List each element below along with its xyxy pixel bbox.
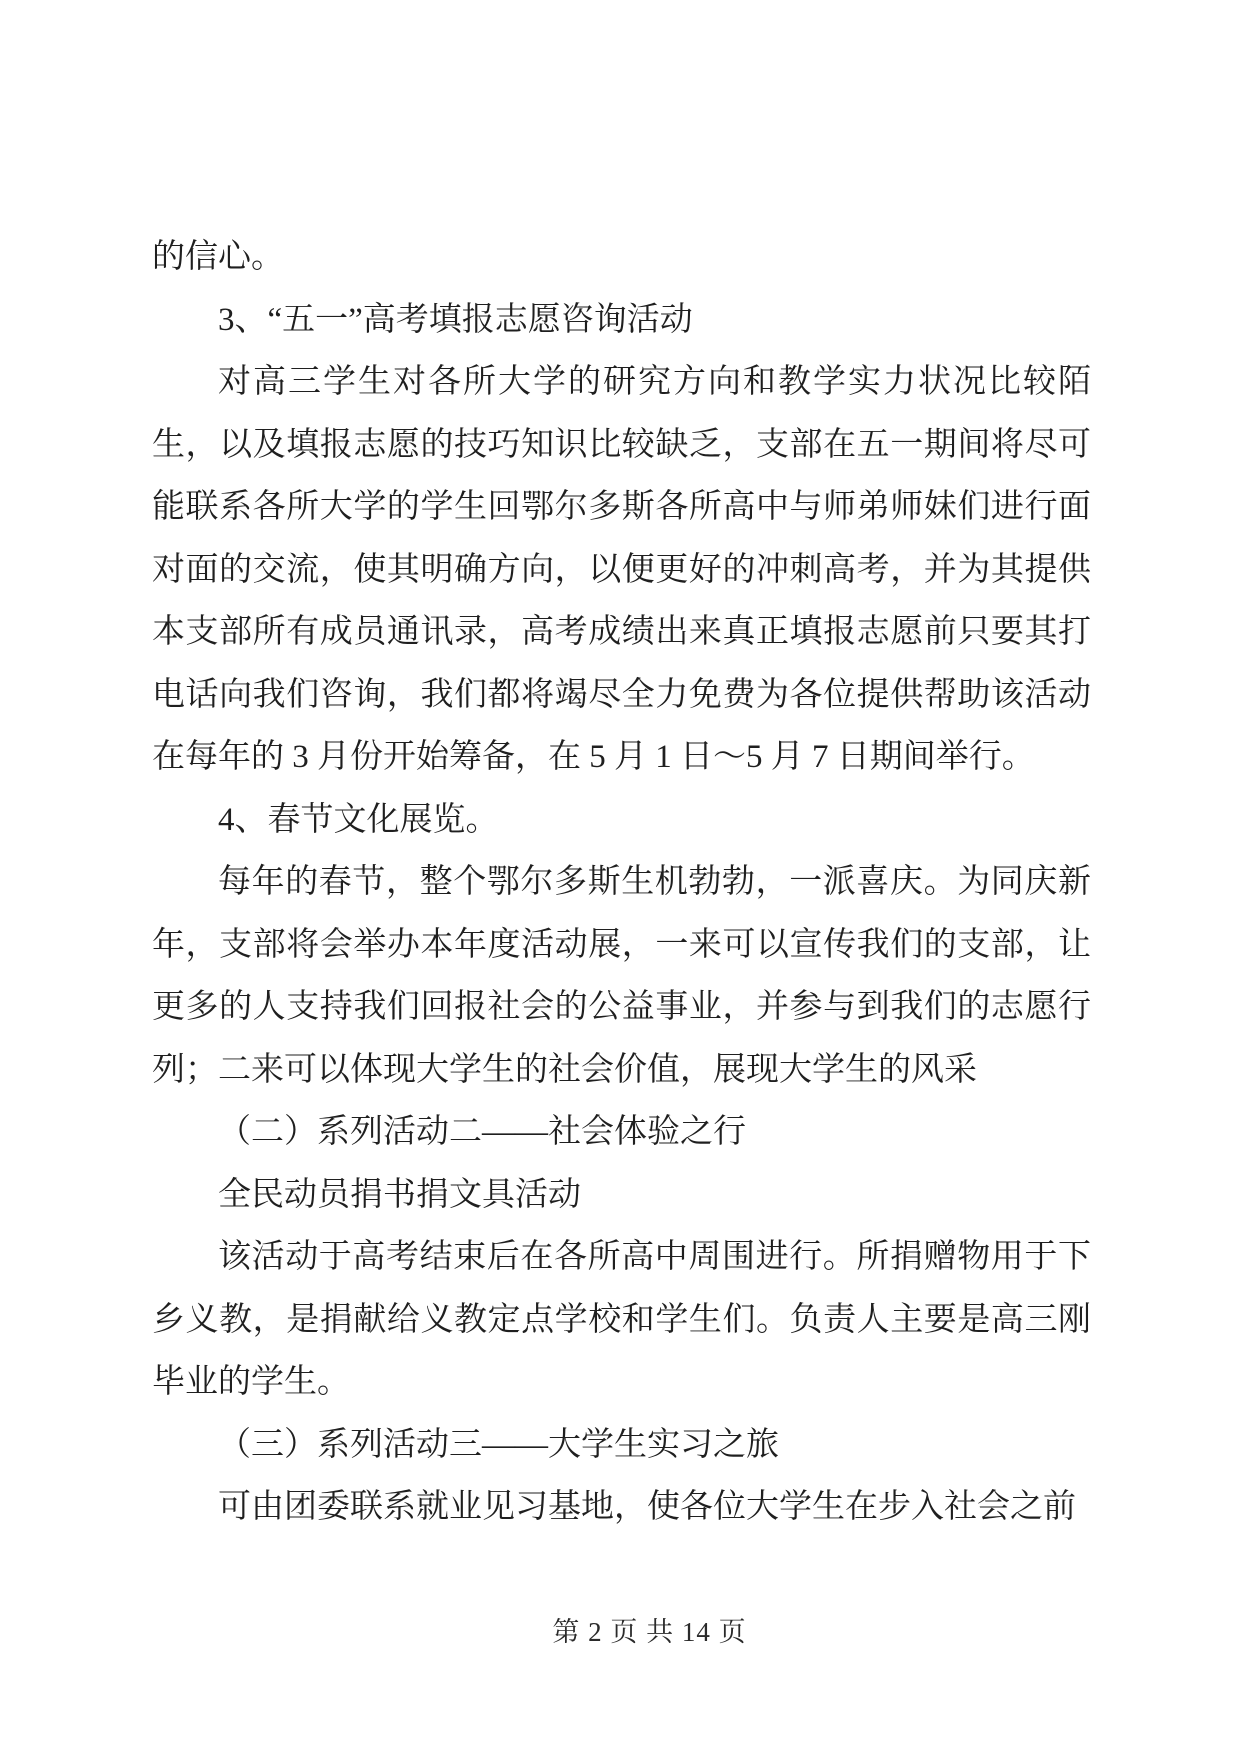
paragraph: 该活动于高考结束后在各所高中周围进行。所捐赠物用于下乡义教，是捐献给义教定点学校和学生们。负责人主要是高三刚毕业的学生。 <box>152 1239 1091 1400</box>
paragraph: （三）系列活动三——大学生实习之旅 <box>218 1426 779 1463</box>
document-body <box>152 226 1091 1539</box>
page-number-label: 第 2 页 共 14 页 <box>552 1617 747 1647</box>
paragraph: 可由团委联系就业见习基地，使各位大学生在步入社会之前 <box>218 1489 1076 1525</box>
paragraph: 4、春节文化展览。 <box>218 801 499 838</box>
paragraph: 对高三学生对各所大学的研究方向和教学实力状况比较陌生，以及填报志愿的技巧知识比较缺乏，支部在五一期间将尽可能联系各所大学的学生回鄂尔多斯各所高中与师弟师妹们进行面对面的交流，使其明确方向，以便更好的冲刺高考，并为其提供本支部所有成员通讯录，高考成绩出来真正填报志愿前只要其打电话向我们咨询，我们都将竭尽全力免费为各位提供帮助该活动在每年的 3 月份开始筹备，在 5 月 1 日～5 月 7 日期间举行。 <box>152 364 1091 775</box>
paragraph: 每年的春节，整个鄂尔多斯生机勃勃，一派喜庆。为同庆新年，支部将会举办本年度活动展，一来可以宣传我们的支部，让更多的人支持我们回报社会的公益事业，并参与到我们的志愿行列；二来可以体现大学生的社会价值，展现大学生的风采 <box>152 864 1091 1088</box>
paragraph: 3、“五一”高考填报志愿咨询活动 <box>218 301 693 338</box>
paragraph: 全民动员捐书捐文具活动 <box>218 1176 581 1213</box>
paragraph: 的信心。 <box>152 239 284 275</box>
page-footer <box>0 1616 1241 1648</box>
paragraph: （二）系列活动二——社会体验之行 <box>218 1114 746 1150</box>
